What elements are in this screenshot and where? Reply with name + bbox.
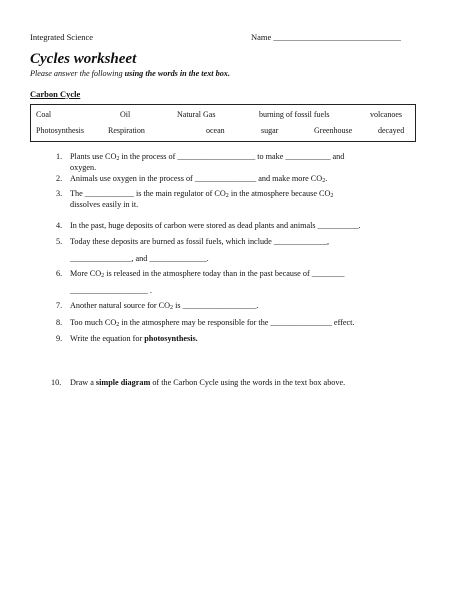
question-1: 1. Plants use $CO_2$ in the process of ___________________ to make ___________ and oxygen. xyxy=(56,152,345,172)
instructions: Please answer the following using the words in the text box. xyxy=(30,69,230,78)
name-label: Name xyxy=(251,32,272,42)
section-title: Carbon Cycle xyxy=(30,89,81,99)
question-3: 3. The ____________ is the main regulator of $CO_2$ in the atmosphere because $CO_2$ dissolves easily in it. xyxy=(56,189,334,209)
name-field[interactable] xyxy=(251,32,401,42)
word-bank-item: burning of fossil fuels xyxy=(259,110,330,119)
question-2: 2. Animals use oxygen in the process of _______________ and make more $CO_2$. xyxy=(56,174,328,184)
question-10: 10. Draw a simple diagram of the Carbon Cycle using the words in the text box above. xyxy=(51,378,346,387)
word-bank-item: sugar xyxy=(261,126,279,135)
word-bank-item: Natural Gas xyxy=(177,110,216,119)
question-9: 9. Write the equation for photosynthesis. xyxy=(56,334,198,343)
word-bank-item: Respiration xyxy=(108,126,145,135)
word-bank-item: decayed xyxy=(378,126,405,135)
question-7: 7. Another natural source for $CO_2$ is __________________. xyxy=(56,301,259,311)
word-bank-item: Coal xyxy=(36,110,52,119)
word-bank-item: volcanoes xyxy=(370,110,402,119)
word-bank-item: Oil xyxy=(120,110,131,119)
word-bank-item: Photosynthesis xyxy=(36,126,85,135)
word-bank-item: ocean xyxy=(206,126,225,135)
word-bank-item: Greenhouse xyxy=(314,126,353,135)
word-bank xyxy=(30,104,416,142)
question-6: 6. More $CO_2$ is released in the atmosphere today than in the past because of ________ ___________________ . xyxy=(56,269,345,295)
question-4: 4. In the past, huge deposits of carbon were stored as dead plants and animals __________. xyxy=(56,221,361,230)
question-5: 5. Today these deposits are burned as fossil fuels, which include _____________, _______________, and ______________. xyxy=(56,237,330,263)
course-label: Integrated Science xyxy=(30,32,94,42)
name-blank[interactable]: ______________________________ xyxy=(273,32,401,42)
question-8: 8. Too much $CO_2$ in the atmosphere may be responsible for the _______________ effect. xyxy=(56,318,355,328)
worksheet-title: Cycles worksheet xyxy=(30,51,137,67)
